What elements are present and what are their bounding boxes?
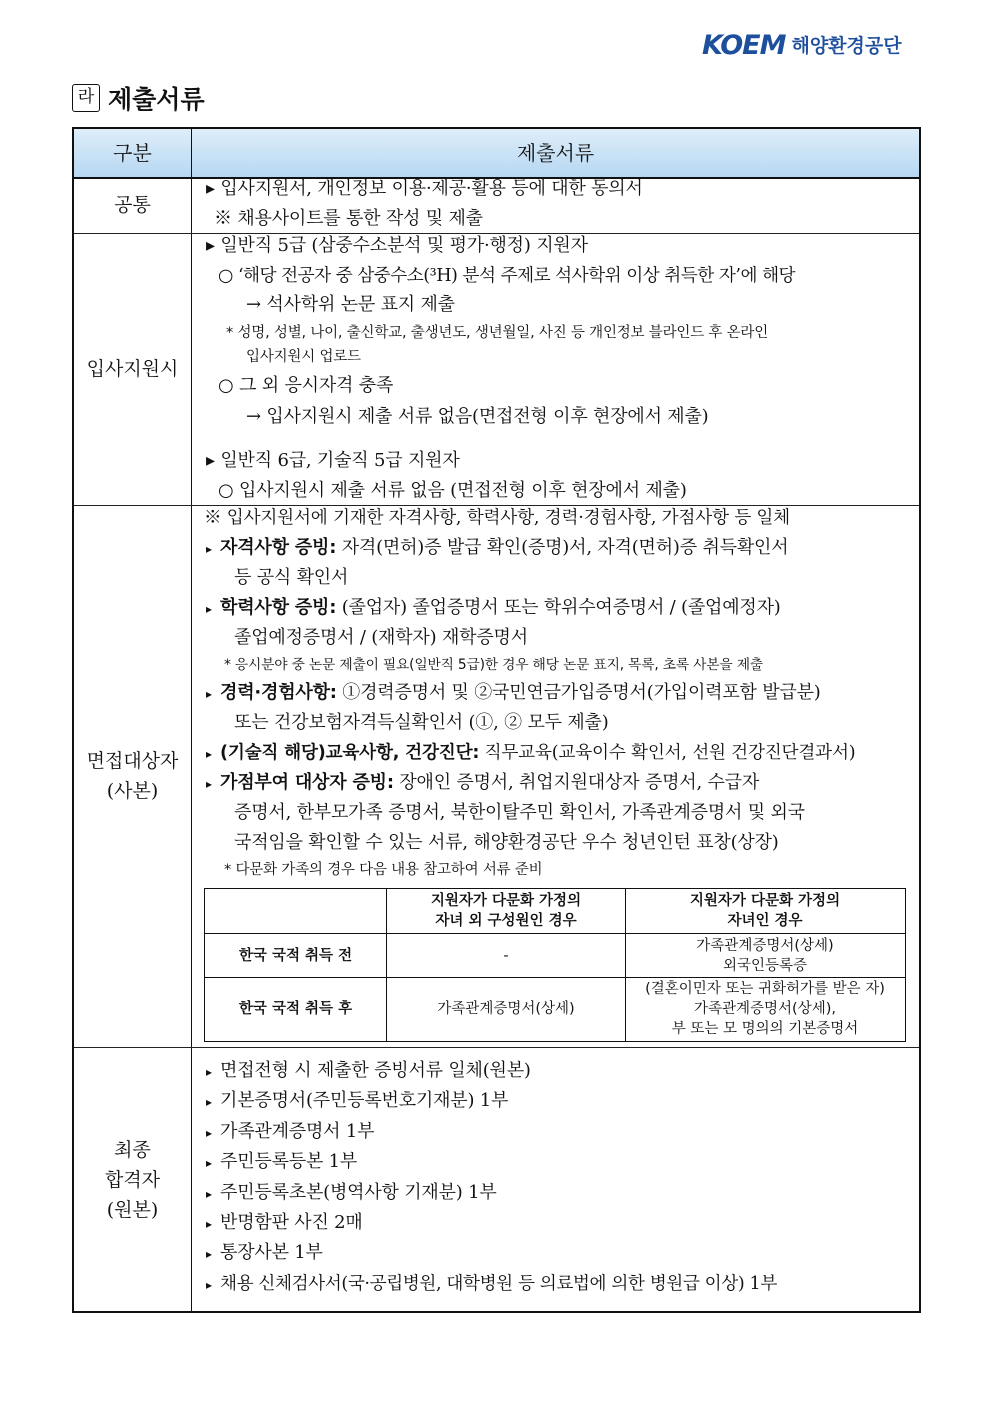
application-line: 입사지원시 업로드 (246, 349, 361, 365)
interview-education-cont: 졸업예정증명서 / (재학자) 재학증명서 (234, 627, 528, 648)
interview-qualification-cont: 등 공식 확인서 (234, 567, 349, 588)
career-label: 경력·경험사항: (220, 682, 337, 703)
bullet-icon: ▸ (206, 1278, 212, 1292)
category-final (74, 1047, 191, 1313)
final-item (206, 1149, 357, 1176)
sub-header-col2 (626, 889, 904, 933)
category-common: 공통 (114, 194, 151, 216)
logo (702, 30, 902, 62)
final-item-text: 통장사본 1부 (220, 1242, 323, 1263)
bullet-icon: ▸ (206, 1095, 212, 1109)
qualification-text: 자격(면허)증 발급 확인(증명)서, 자격(면허)증 취득확인서 (336, 537, 789, 558)
interview-education-note: * 응시분야 중 논문 제출이 필요(일반직 5급)한 경우 해당 논문 표지, 목록, 초록 사본을 제출 (224, 657, 763, 673)
sub-row1-label: 한국 국적 취득 전 (238, 947, 353, 964)
career-text: ①경력증명서 및 ②국민연금가입증명서(가입이력포함 발급분) (336, 682, 821, 703)
sub-header-col1-line1: 지원자가 다문화 가정의 (430, 893, 582, 909)
interview-bonus-cont: 증명서, 한부모가족 증명서, 북한이탈주민 확인서, 가족관계증명서 및 외국 (234, 802, 805, 823)
technical-text: 직무교육(교육이수 확인서, 선원 건강진단결과서) (479, 743, 856, 763)
final-item-text: 가족관계증명서 1부 (220, 1121, 375, 1142)
section-marker: 라 (72, 84, 100, 112)
section-heading: 제출서류 (108, 85, 205, 114)
application-line: * 성명, 성별, 나이, 출신학교, 출생년도, 생년월일, 사진 등 개인정보 블라인드 후 온라인 (226, 325, 769, 341)
final-item-text: 면접전형 시 제출한 증빙서류 일체(원본) (220, 1060, 531, 1081)
qualification-label: 자격사항 증빙: (220, 537, 337, 558)
bullet-icon: ▸ (206, 542, 212, 556)
final-item-text: 주민등록등본 1부 (220, 1151, 358, 1172)
common-line: ※ 채용사이트를 통한 작성 및 제출 (214, 208, 483, 229)
sub-row2-col2 (626, 978, 904, 1040)
category-final-line2: 합격자 (104, 1169, 161, 1191)
final-item (206, 1088, 508, 1115)
sub-row2-col2-line3: 부 또는 모 명의의 기본증명서 (671, 1021, 859, 1037)
interview-career-cont: 또는 건강보험자격득실확인서 (①, ② 모두 제출) (234, 712, 609, 733)
category-final-line1: 최종 (114, 1139, 151, 1161)
sub-header-col1 (387, 889, 625, 933)
row-divider (74, 1047, 919, 1048)
final-item-text: 기본증명서(주민등록번호기재분) 1부 (220, 1090, 509, 1111)
final-item (206, 1240, 323, 1267)
bullet-icon: ▸ (206, 602, 212, 616)
sub-row1-col2 (626, 934, 904, 977)
sub-row2-label: 한국 국적 취득 후 (238, 1001, 353, 1017)
application-line: → 석사학위 논문 표지 제출 (246, 294, 455, 315)
bullet-icon: ▸ (206, 1126, 212, 1140)
sub-header-col2-line1: 지원자가 다문화 가정의 (689, 893, 841, 909)
header-documents: 제출서류 (516, 141, 595, 165)
bullet-icon: ▸ (206, 1217, 212, 1231)
education-text: (졸업자) 졸업증명서 또는 학위수여증명서 / (졸업예정자) (336, 597, 781, 618)
sub-row1-col1: - (503, 947, 509, 964)
final-item (206, 1210, 363, 1237)
sub-header-col1-line2: 자녀 외 구성원인 경우 (435, 913, 577, 929)
interview-bonus (206, 770, 759, 797)
bullet-icon: ▸ (206, 687, 212, 701)
category-final-line3: (원본) (106, 1199, 159, 1221)
final-item (206, 1180, 497, 1207)
bullet-icon: ▸ (206, 777, 212, 791)
interview-note: ※ 입사지원서에 기재한 자격사항, 학력사항, 경력·경험사항, 가점사항 등 일체 (204, 508, 790, 528)
multicultural-table (204, 888, 906, 1042)
sub-header-col2-line2: 자녀인 경우 (727, 913, 803, 929)
logo-name: 해양환경공단 (791, 35, 902, 57)
logo-mark: KOEM (702, 30, 786, 61)
interview-education (206, 595, 781, 622)
sub-row2-col2-line2: 가족관계증명서(상세), (694, 1001, 836, 1017)
application-line: ○ ‘해당 전공자 중 삼중수소(³H) 분석 주제로 석사학위 이상 취득한 자’에 해당 (218, 266, 796, 286)
header-category: 구분 (113, 141, 152, 165)
application-line: ▸ 일반직 6급, 기술직 5급 지원자 (206, 450, 460, 471)
bullet-icon: ▸ (206, 1065, 212, 1079)
final-item (206, 1058, 531, 1085)
final-item-text: 주민등록초본(병역사항 기재분) 1부 (220, 1182, 497, 1203)
bonus-text: 장애인 증명서, 취업지원대상자 증명서, 수급자 (393, 772, 760, 793)
sub-row2-col1: 가족관계증명서(상세) (437, 1001, 575, 1017)
education-label: 학력사항 증빙: (220, 597, 337, 618)
application-line: → 입사지원시 제출 서류 없음(면접전형 이후 현장에서 제출) (246, 406, 709, 427)
sub-row1-col2-line2: 외국인등록증 (722, 957, 808, 974)
bullet-icon: ▸ (206, 1187, 212, 1201)
interview-technical (206, 740, 855, 767)
sub-row2-col2-line1: (결혼이민자 또는 귀화허가를 받은 자) (645, 981, 885, 997)
final-item (206, 1119, 374, 1146)
bullet-icon: ▸ (206, 1247, 212, 1261)
category-interview (74, 505, 191, 1047)
final-item (206, 1271, 777, 1298)
application-line: ○ 그 외 응시자격 충족 (218, 375, 394, 396)
category-interview-line1: 면접대상자 (86, 750, 179, 772)
interview-multicultural-note: * 다문화 가족의 경우 다음 내용 참고하여 서류 준비 (224, 862, 543, 878)
final-item-text: 반명함판 사진 2매 (220, 1212, 363, 1233)
bonus-label: 가점부여 대상자 증빙: (220, 772, 394, 793)
application-line: ○ 입사지원시 제출 서류 없음 (면접전형 이후 현장에서 제출) (218, 480, 687, 501)
technical-label: (기술직 해당)교육사항, 건강진단: (220, 743, 480, 763)
category-interview-line2: (사본) (106, 780, 159, 802)
section-title (72, 80, 205, 116)
bullet-icon: ▸ (206, 747, 212, 761)
interview-bonus-cont: 국적임을 확인할 수 있는 서류, 해양환경공단 우수 청년인턴 표창(상장) (234, 832, 779, 853)
application-line: ▸ 일반직 5급 (삼중수소분석 및 평가·행정) 지원자 (206, 235, 588, 256)
sub-row1-col2-line1: 가족관계증명서(상세) (696, 937, 834, 954)
interview-career (206, 680, 821, 707)
common-line: ▸ 입사지원서, 개인정보 이용·제공·활용 등에 대한 동의서 (206, 178, 643, 199)
category-application: 입사지원시 (86, 358, 179, 380)
column-divider (191, 129, 192, 1311)
final-item-text: 채용 신체검사서(국·공립병원, 대학병원 등 의료법에 의한 병원급 이상) 1부 (220, 1274, 777, 1294)
bullet-icon: ▸ (206, 1156, 212, 1170)
interview-qualification (206, 535, 788, 562)
